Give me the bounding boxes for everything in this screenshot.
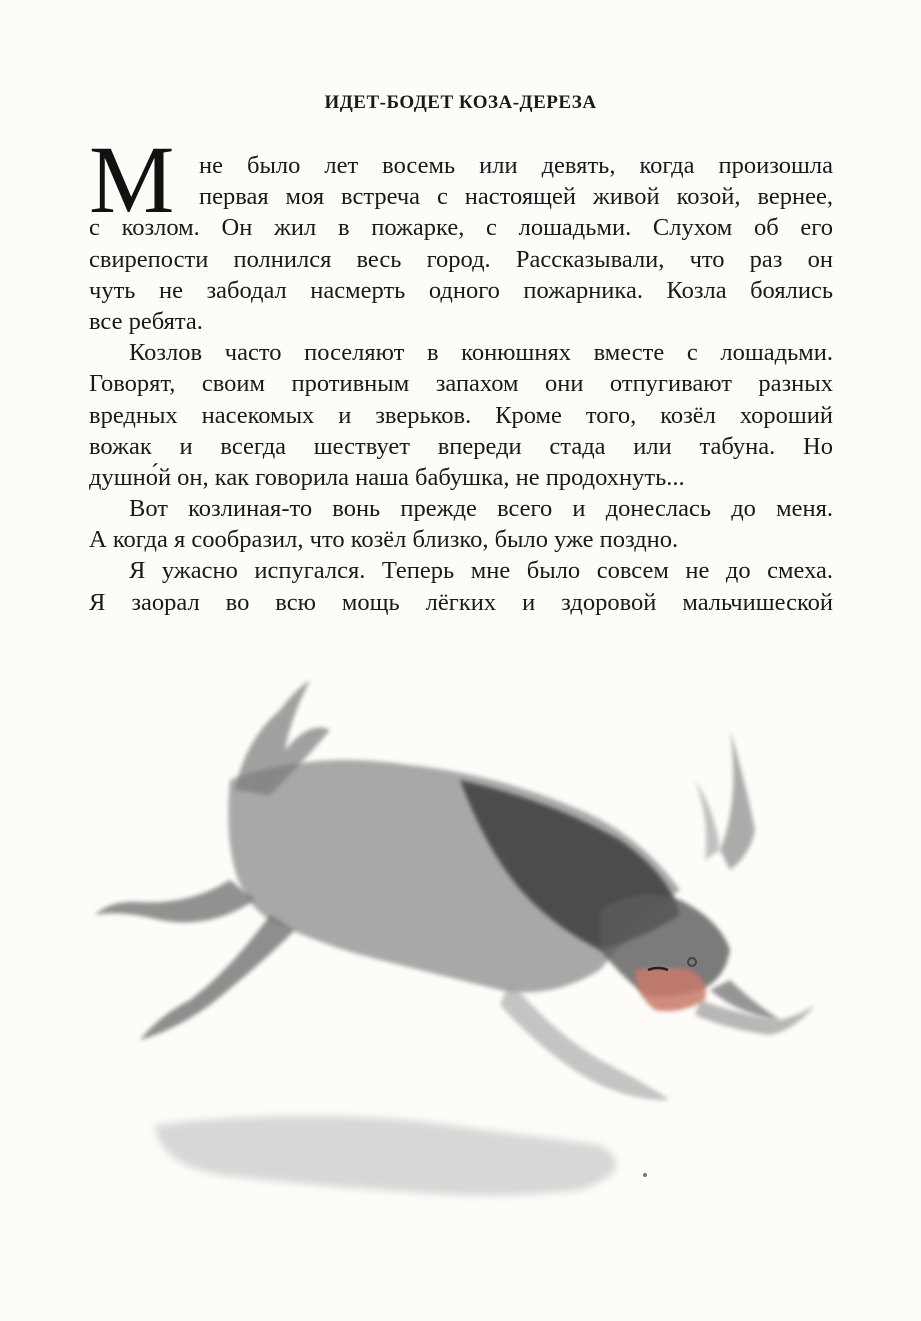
text-line: не было лет восемь или девять, когда произошла	[199, 152, 833, 179]
body-text	[89, 126, 833, 618]
goat-back-leg	[140, 915, 295, 1040]
text-line: вредных насекомых и зверьков. Кроме того, козёл хороший	[89, 401, 833, 429]
goat-illustration	[80, 670, 860, 1230]
text-line: все ребята.	[89, 307, 203, 335]
goat-horn-2	[695, 780, 720, 860]
goat-hind-leg	[95, 880, 255, 923]
text-line: чуть не забодал насмерть одного пожарника. Козла боялись	[89, 276, 833, 304]
text-line: вожак и всегда шествует впереди стада или табуна. Но	[89, 432, 833, 460]
text-line: первая моя встреча с настоящей живой козой, вернее,	[199, 183, 833, 211]
text-line: Говорят, своим противным запахом они отпугивают разных	[89, 370, 833, 398]
speck	[643, 1173, 647, 1177]
chapter-title: ИДЕТ-БОДЕТ КОЗА-ДЕРЕЗА	[324, 92, 597, 113]
text-line: с козлом. Он жил в пожарке, с лошадьми. Слухом об его	[89, 214, 833, 242]
ground-shadow	[155, 1116, 616, 1196]
text-line: свирепости полнился весь город. Рассказывали, что раз он	[89, 245, 833, 273]
text-line: душно́й он, как говорила наша бабушка, не продохнуть...	[89, 463, 685, 491]
text-line: А когда я сообразил, что козёл близко, было уже поздно.	[89, 526, 679, 554]
goat-snout	[635, 968, 706, 1012]
goat-horn	[720, 730, 755, 870]
text-line: Вот козлиная-то вонь прежде всего и донеслась до меня.	[129, 495, 833, 523]
text-line: Козлов часто поселяют в конюшнях вместе с лошадьми.	[129, 339, 833, 367]
text-line: Я заорал во всю мощь лёгких и здоровой мальчишеской	[89, 588, 833, 616]
drop-cap: М	[89, 126, 175, 233]
text-line: Я ужасно испугался. Теперь мне было совсем не до смеха.	[129, 557, 833, 585]
